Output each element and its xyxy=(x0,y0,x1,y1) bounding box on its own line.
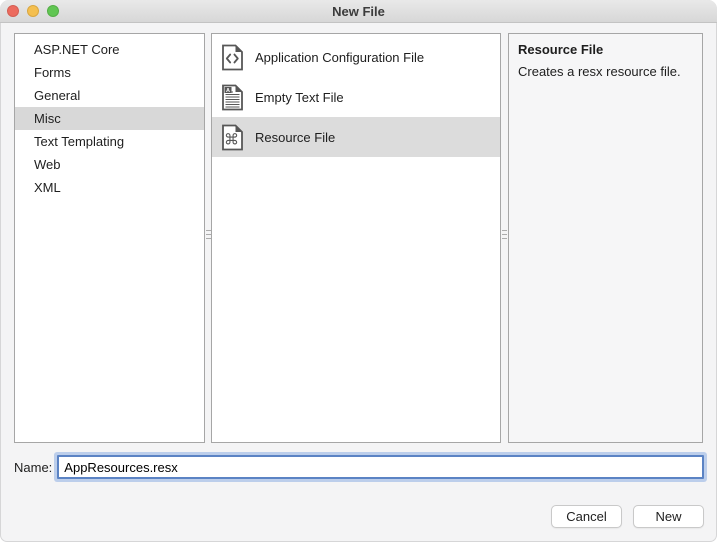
template-item-application-configuration-file[interactable] xyxy=(212,37,500,77)
category-list xyxy=(15,34,204,199)
svg-text:A: A xyxy=(226,87,230,94)
template-list xyxy=(212,34,500,157)
dialog-buttons xyxy=(551,505,704,528)
splitter-grip xyxy=(502,230,507,240)
template-item-resource-file[interactable] xyxy=(212,117,500,157)
category-item-forms[interactable]: Forms xyxy=(34,65,71,80)
cancel-button[interactable]: Cancel xyxy=(551,505,622,528)
splitter-grip xyxy=(206,230,211,240)
category-item-text-templating[interactable]: Text Templating xyxy=(34,134,125,149)
name-label: Name: xyxy=(14,459,53,475)
text-file-icon xyxy=(221,84,244,111)
category-item-general[interactable]: General xyxy=(34,88,81,103)
category-item-misc[interactable]: Misc xyxy=(15,107,204,130)
category-item-aspnet-core[interactable]: ASP.NET Core xyxy=(34,42,120,57)
preview-description: Creates a resx resource file. xyxy=(518,64,681,79)
template-item-label: Empty Text File xyxy=(255,89,344,105)
template-item-empty-text-file[interactable] xyxy=(212,77,500,117)
category-item-web[interactable]: Web xyxy=(34,157,61,172)
preview-title: Resource File xyxy=(518,42,604,57)
name-row xyxy=(14,455,704,479)
template-item-label: Application Configuration File xyxy=(255,49,425,65)
resource-file-icon xyxy=(221,124,244,151)
name-input[interactable] xyxy=(57,455,704,479)
template-item-label: Resource File xyxy=(255,129,336,145)
code-file-icon xyxy=(221,44,244,71)
titlebar xyxy=(0,0,717,23)
template-preview-panel xyxy=(508,33,703,443)
category-item-xml[interactable]: XML xyxy=(34,180,61,195)
panel-splitter-right[interactable] xyxy=(501,33,508,443)
window-title: New File xyxy=(332,4,385,19)
new-button[interactable]: New xyxy=(633,505,704,528)
template-panel xyxy=(211,33,501,443)
category-panel xyxy=(14,33,205,443)
svg-text:⌘: ⌘ xyxy=(224,130,239,148)
